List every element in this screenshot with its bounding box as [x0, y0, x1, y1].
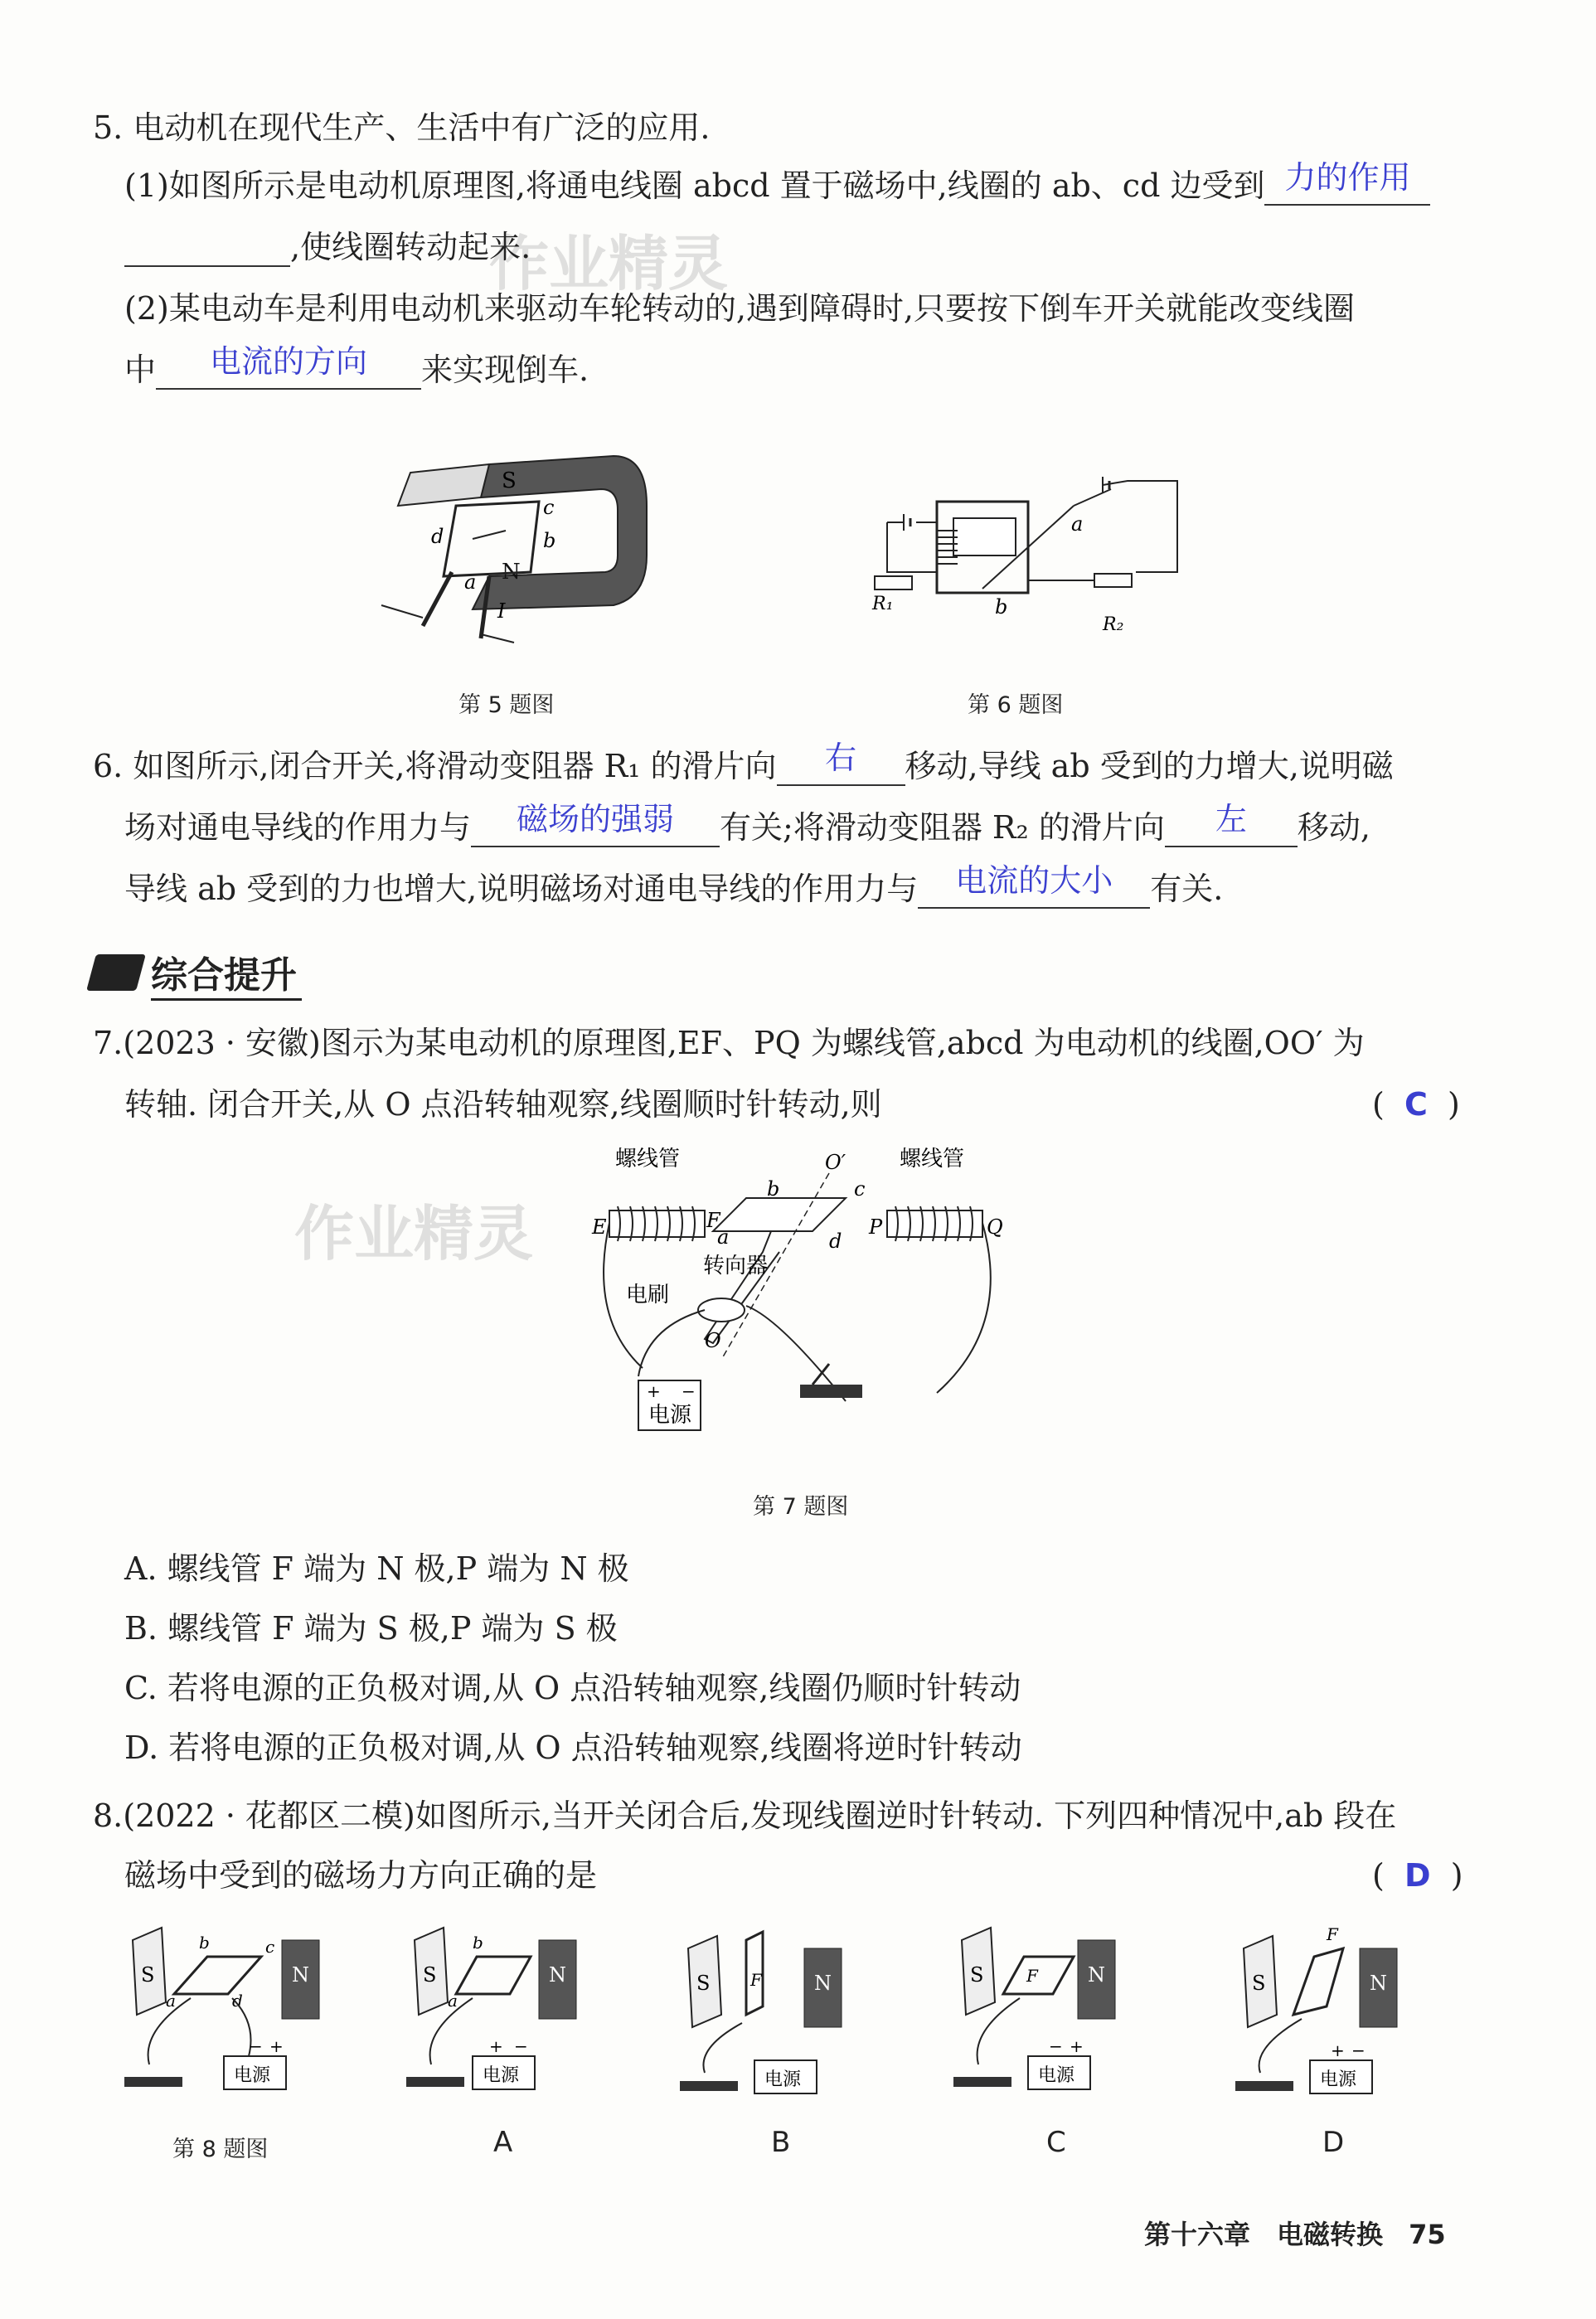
- q5-stem: 5. 电动机在现代生产、生活中有广泛的应用.: [93, 109, 711, 146]
- q8-panel-c: [953, 1928, 1115, 2089]
- q8-power-c: 电源: [1038, 2065, 1075, 2086]
- watermark: 作业精灵: [489, 229, 729, 298]
- q7-fig-solenoid-right: 螺线管: [900, 1147, 965, 1172]
- svg-text:d: d: [829, 1230, 842, 1253]
- q5-answer-blank-1b: [124, 229, 290, 267]
- footer-page: 75: [1409, 2219, 1446, 2250]
- q8-panel-a: [406, 1928, 576, 2089]
- svg-text:+: +: [269, 2036, 284, 2056]
- svg-text:R₂: R₂: [1103, 614, 1124, 635]
- q7-line-2: 转轴. 闭合开关,从 O 点沿转轴观察,线圈顺时针转动,则: [124, 1086, 882, 1123]
- svg-text:I: I: [497, 599, 506, 623]
- svg-text:d: d: [431, 525, 444, 548]
- q6-line-1: [93, 740, 1394, 786]
- svg-text:−: −: [682, 1381, 696, 1401]
- q6-blank-1: [777, 740, 905, 786]
- svg-text:E: E: [592, 1215, 607, 1239]
- q5-answer-2: 电流的方向: [210, 343, 368, 380]
- q6-answer-1: 右: [824, 740, 856, 776]
- q7-fig-power: 电源: [648, 1403, 692, 1428]
- svg-text:−: −: [1049, 2036, 1063, 2056]
- q8-power-main: 电源: [234, 2065, 271, 2086]
- svg-text:O: O: [705, 1329, 721, 1352]
- svg-text:b: b: [199, 1933, 210, 1953]
- svg-text:+: +: [1331, 2040, 1345, 2060]
- q7-figure: [580, 1136, 1028, 1459]
- q5-figure: [365, 431, 663, 663]
- q6-answer-2: 磁场的强弱: [517, 801, 675, 837]
- svg-text:a: a: [717, 1225, 730, 1249]
- q7-answer: C: [1404, 1086, 1428, 1123]
- svg-text:a: a: [166, 1991, 176, 2011]
- q5-part2-b: 来实现倒车.: [421, 352, 589, 388]
- svg-text:S: S: [141, 1963, 155, 1987]
- q8-label-c: C: [1046, 2126, 1066, 2159]
- svg-text:N: N: [549, 1963, 566, 1987]
- q8-line-1: 8.(2022 · 花都区二模)如图所示,当开关闭合后,发现线圈逆时针转动. 下列四种情况中,ab 段在: [93, 1797, 1397, 1834]
- svg-text:N: N: [292, 1963, 309, 1987]
- footer-chapter: 第十六章 电磁转换: [1144, 2219, 1384, 2250]
- svg-text:a: a: [464, 570, 477, 594]
- q6-text-3b: 有关.: [1150, 871, 1224, 907]
- svg-text:d: d: [232, 1991, 243, 2011]
- section-header: [91, 944, 302, 1002]
- svg-text:S: S: [696, 1972, 711, 1995]
- q6-blank-2: [471, 801, 720, 847]
- q6-line-3: [124, 862, 1224, 909]
- q5-answer-blank-2: [156, 343, 421, 390]
- q8-label-d: D: [1322, 2126, 1345, 2159]
- svg-text:c: c: [543, 496, 555, 519]
- q8-power-a: 电源: [483, 2065, 520, 2086]
- q5-part2-text: [124, 343, 589, 390]
- q7-fig-commutator: 转向器: [703, 1254, 769, 1278]
- q5-caption: 第 5 题图: [458, 692, 555, 718]
- q5-part1-cont: [124, 227, 531, 267]
- q6-text-1b: 移动,导线 ab 受到的力增大,说明磁: [905, 748, 1394, 784]
- q8-label-b: B: [771, 2126, 791, 2159]
- q6-text-3a: 导线 ab 受到的力也增大,说明磁场对通电导线的作用力与: [124, 871, 919, 907]
- q7-fig-solenoid-left: 螺线管: [615, 1147, 681, 1172]
- q5-part1-a: (1)如图所示是电动机原理图,将通电线圈 abcd 置于磁场中,线圈的 ab、cd 边受到: [124, 167, 1265, 204]
- q6-answer-4: 电流的大小: [955, 862, 1113, 899]
- svg-text:N: N: [1088, 1963, 1105, 1987]
- q5-answer-1: 力的作用: [1284, 159, 1411, 196]
- q8-panel-main: [124, 1928, 319, 2089]
- q6-caption: 第 6 题图: [968, 692, 1064, 718]
- q8-label-a: A: [493, 2126, 513, 2159]
- section-icon: [86, 954, 146, 991]
- q6-text-2b: 有关;将滑动变阻器 R₂ 的滑片向: [720, 809, 1165, 846]
- q8-line-2: 磁场中受到的磁场力方向正确的是: [124, 1857, 598, 1894]
- svg-text:N: N: [1370, 1972, 1387, 1995]
- q8-panel-d: [1235, 1924, 1397, 2093]
- svg-text:b: b: [473, 1933, 483, 1953]
- svg-text:F: F: [1026, 1966, 1038, 1986]
- svg-text:Q: Q: [987, 1215, 1003, 1239]
- q6-answer-3: 左: [1215, 801, 1247, 837]
- q7-answer-paren: ( C ): [1372, 1086, 1460, 1123]
- svg-text:c: c: [854, 1177, 866, 1201]
- svg-text:S: S: [1252, 1972, 1266, 1995]
- svg-text:F: F: [1327, 1924, 1338, 1944]
- svg-text:S: S: [423, 1963, 437, 1987]
- svg-text:+: +: [489, 2036, 503, 2056]
- q5-part1-b: ,使线圈转动起来.: [290, 229, 531, 265]
- svg-text:b: b: [995, 595, 1008, 619]
- q6-text-1a: 6. 如图所示,闭合开关,将滑动变阻器 R₁ 的滑片向: [93, 748, 777, 784]
- svg-text:−: −: [514, 2036, 528, 2056]
- q5-part2-prefix: 中: [124, 352, 157, 388]
- q8-figures: [116, 1924, 1443, 2123]
- svg-text:+: +: [1070, 2036, 1084, 2056]
- q7-option-a: A. 螺线管 F 端为 N 极,P 端为 N 极: [124, 1550, 629, 1587]
- svg-text:O′: O′: [825, 1151, 847, 1174]
- q8-answer: D: [1404, 1857, 1431, 1894]
- svg-text:c: c: [265, 1937, 275, 1957]
- section-title: 综合提升: [151, 945, 302, 1001]
- svg-text:a: a: [1071, 512, 1084, 536]
- q7-caption: 第 7 题图: [753, 1494, 849, 1520]
- svg-text:F: F: [750, 1970, 762, 1990]
- svg-text:b: b: [767, 1177, 780, 1201]
- magnet-n-label: N: [502, 560, 521, 585]
- svg-text:−: −: [1351, 2040, 1366, 2060]
- q5-part2-a: (2)某电动车是利用电动机来驱动车轮转动的,遇到障碍时,只要按下倒车开关就能改变线圈: [124, 290, 1355, 327]
- svg-text:−: −: [249, 2036, 263, 2056]
- q6-line-2: [124, 801, 1370, 847]
- q6-blank-4: [918, 862, 1150, 909]
- q8-answer-paren: ( D ): [1372, 1857, 1463, 1894]
- q8-caption: 第 8 题图: [172, 2137, 269, 2162]
- q8-panel-b: [680, 1932, 842, 2093]
- svg-text:+: +: [647, 1381, 661, 1401]
- q7-option-c: C. 若将电源的正负极对调,从 O 点沿转轴观察,线圈仍顺时针转动: [124, 1670, 1021, 1706]
- q8-power-b: 电源: [764, 2069, 802, 2090]
- q7-line-1: 7.(2023 · 安徽)图示为某电动机的原理图,EF、PQ 为螺线管,abcd 为电动机的线圈,OO′ 为: [93, 1025, 1365, 1061]
- watermark: 作业精灵: [294, 1199, 534, 1269]
- q8-power-d: 电源: [1320, 2069, 1357, 2090]
- footer: [1144, 2214, 1446, 2252]
- svg-text:R₁: R₁: [872, 594, 894, 614]
- q7-option-b: B. 螺线管 F 端为 S 极,P 端为 S 极: [124, 1610, 618, 1647]
- svg-text:P: P: [869, 1215, 883, 1239]
- q6-text-2a: 场对通电导线的作用力与: [124, 809, 472, 846]
- svg-text:b: b: [543, 529, 556, 552]
- magnet-s-label: S: [502, 468, 517, 493]
- q7-fig-brush: 电刷: [626, 1283, 670, 1307]
- svg-text:S: S: [970, 1963, 984, 1987]
- svg-text:F: F: [706, 1209, 720, 1232]
- q7-option-d: D. 若将电源的正负极对调,从 O 点沿转轴观察,线圈将逆时针转动: [124, 1730, 1022, 1766]
- q6-blank-3: [1165, 801, 1298, 847]
- q6-text-2c: 移动,: [1297, 809, 1370, 846]
- q5-part1-text: [124, 159, 1430, 206]
- q5-answer-blank-1: [1264, 159, 1430, 206]
- svg-text:a: a: [448, 1991, 458, 2011]
- q6-figure: [854, 464, 1202, 647]
- svg-text:N: N: [814, 1972, 832, 1995]
